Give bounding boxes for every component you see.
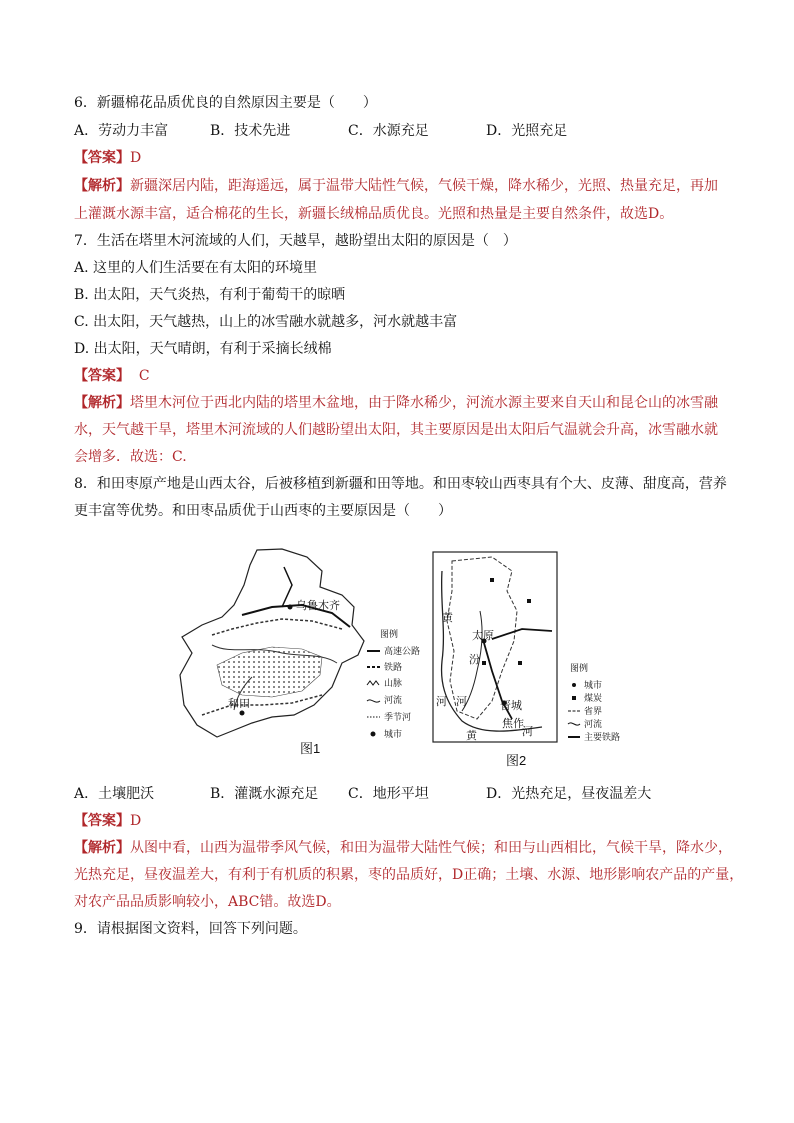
legend-river: 河流 [584,719,603,729]
q6-answer [74,148,141,168]
q7-analysis-line-3: 会增多．故选：C. [74,449,187,465]
legend-railway: 铁路 [384,662,403,672]
q7-option-a: A. 这里的人们生活要在有太阳的环境里 [74,260,318,276]
q7-answer [74,366,150,386]
answer-value: C [138,368,150,384]
label-huang: 黄 [442,612,453,624]
q7-option-c: C. 出太阳，天气越热，山上的冰雪融水就越多，河水就越丰富 [74,314,458,330]
legend-seasonal-river: 季节河 [384,712,412,722]
answer-tag: 【答案】 [74,368,130,384]
q8-option-a: A．土壤肥沃 [74,786,155,802]
legend-railway: 主要铁路 [584,732,621,742]
q9-stem: 9．请根据图文资料，回答下列问题。 [74,921,307,937]
q8-stem-line-1: 8．和田枣原产地是山西太谷，后被移植到新疆和田等地。和田枣较山西枣具有个大、皮薄、甜度高，营养 [74,476,727,492]
q6-option-d: D．光照充足 [486,123,568,139]
q6-analysis-line-1 [74,176,718,196]
figure-2-caption: 图2 [506,753,527,768]
q7-option-d: D. 出太阳，天气晴朗，有利于采摘长绒棉 [74,341,332,357]
answer-value: D [130,150,142,166]
legend-river-swatch [568,723,580,725]
label-fen: 汾 [469,654,480,666]
analysis-tag: 【解析】 [74,840,130,856]
q7-stem: 7．生活在塔里木河流域的人们，天越旱，越盼望出太阳的原因是（ ） [74,233,517,249]
legend-title: 图例 [380,629,399,639]
analysis-text: 新疆深居内陆，距海遥远，属于温带大陆性气候，气候干燥，降水稀少，光照、热量充足，再加 [130,178,718,194]
figure-2-shanxi-map [432,551,622,747]
q8-stem-line-2: 更丰富等优势。和田枣品质优于山西枣的主要原因是（ ） [74,503,452,519]
q6-option-c: C．水源充足 [348,123,429,139]
answer-value: D [130,813,142,829]
q8-option-d: D．光热充足，昼夜温差大 [486,786,652,802]
urumqi-label: 乌鲁木齐 [296,600,340,612]
legend-border: 省界 [584,706,603,716]
analysis-tag: 【解析】 [74,178,130,194]
coal-marker [527,599,531,603]
legend-river-swatch [367,700,380,702]
legend-coal-swatch [572,696,576,700]
legend-mountain: 山脉 [384,678,403,688]
q8-option-c: C．地形平坦 [348,786,429,802]
legend-city: 城市 [384,729,403,739]
analysis-text: 从图中看，山西为温带季风气候，和田为温带大陆性气候；和田与山西相比，气候干旱，降水少， [130,840,732,856]
q6-stem: 6．新疆棉花品质优良的自然原因主要是（ ） [74,95,377,111]
q7-option-b: B. 出太阳，天气炎热，有利于葡萄干的晾晒 [74,287,346,303]
q6-option-b: B．技术先进 [210,123,291,139]
legend-city-swatch [572,683,576,687]
legend-river: 河流 [384,695,403,705]
q7-analysis-line-2: 水，天气越干旱，塔里木河流域的人们越盼望出太阳，其主要原因是出太阳后气温就会升高，冰雪融水就 [74,422,718,438]
coal-marker [490,578,494,582]
q8-answer [74,811,141,831]
legend-coal: 煤炭 [584,693,603,703]
legend-mountain-swatch [367,681,379,685]
label-huang-2: 黄 [466,730,477,742]
q8-analysis-line-3: 对农产品品质影响较小，ABC错。故选D。 [74,894,341,910]
label-taiyuan: 太原 [472,630,494,642]
label-he-3: 河 [522,726,533,738]
legend-highway: 高速公路 [384,646,421,656]
answer-tag: 【答案】 [74,813,130,829]
legend-city: 城市 [584,680,603,690]
q7-analysis-line-1 [74,393,718,413]
figure-1-caption: 图1 [300,741,321,756]
legend-title: 图例 [570,663,589,673]
figure-1-xinjiang-map [172,545,422,755]
q8-option-b: B．灌溉水源充足 [210,786,319,802]
analysis-tag: 【解析】 [74,395,130,411]
analysis-text: 塔里木河位于西北内陆的塔里木盆地，由于降水稀少，河流水源主要来自天山和昆仑山的冰雪融 [130,395,718,411]
hotan-dot [240,711,245,716]
label-jincheng: 晋城 [500,700,522,712]
answer-tag: 【答案】 [74,150,130,166]
urumqi-dot [288,605,293,610]
hotan-label: 和田 [228,698,250,710]
coal-marker [482,661,486,665]
q8-analysis-line-2: 光热充足，昼夜温差大，有利于有机质的积累，枣的品质好，D正确；土壤、水源、地形影响农产品的产量， [74,867,744,883]
legend-city-swatch [371,732,376,737]
xinjiang-outline [180,549,364,737]
q8-analysis-line-1 [74,838,732,858]
label-he-2: 河 [456,696,467,708]
q6-analysis-line-2: 上灌溉水源丰富，适合棉花的生长，新疆长绒棉品质优良。光照和热量是主要自然条件，故选D。 [74,206,674,222]
label-jiaozuo: 焦作 [502,718,524,730]
coal-marker [518,661,522,665]
label-he-1: 河 [436,696,447,708]
q6-option-a: A．劳动力丰富 [74,123,169,139]
